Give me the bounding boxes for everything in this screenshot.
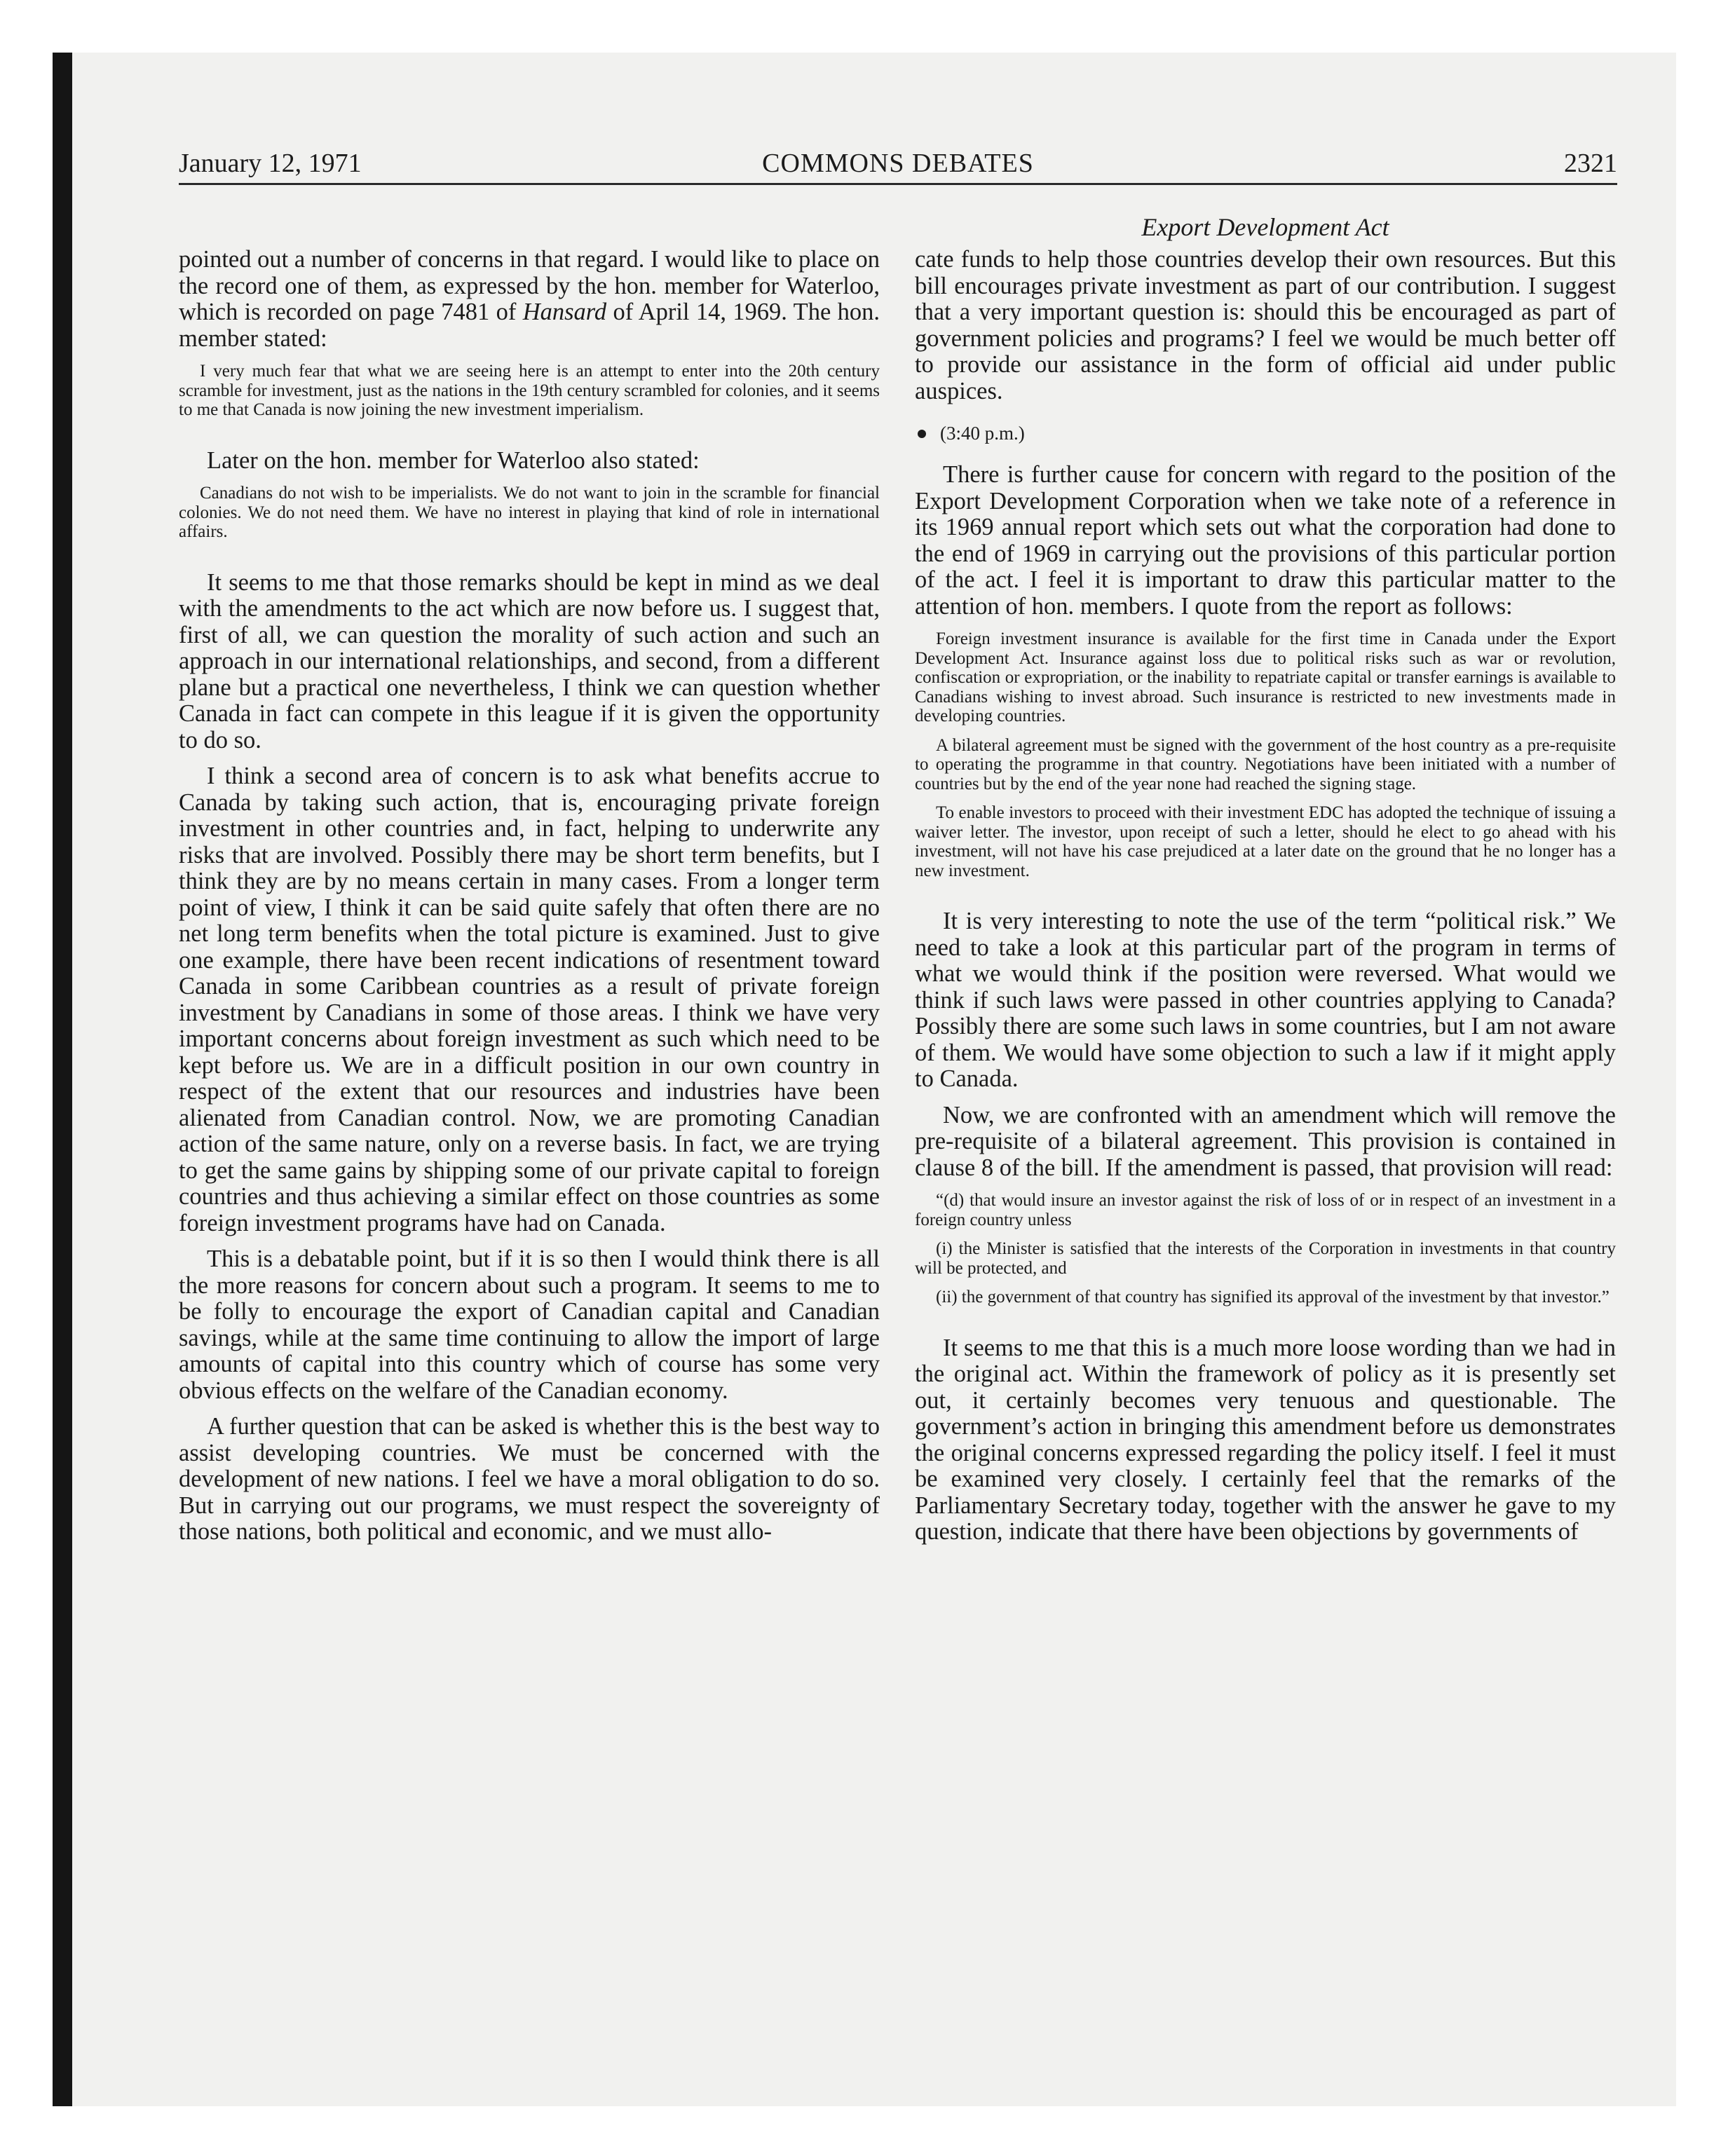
paragraph: A further question that can be asked is whether this is the best way to assist developing countries. We must be concerned with the development of new nations. I feel we have a moral obligation to do so. But in carrying out our programs, we must respect the sovereignty of those nations, both political and economic, and we must allo- [179,1413,880,1545]
paragraph: I think a second area of concern is to ask what benefits accrue to Canada by taking such action, that is, encouraging private foreign investment in other countries and, in fact, helping to underwrite any risks that are involved. Possibly there may be short term benefits, but I think they are by no means certain in many cases. From a longer term point of view, I think it can be said quite safely that often there are no net long term benefits when the total picture is examined. Just to give one example, there have been recent indications of resentment toward Canada in some Caribbean countries as a result of private foreign investment by Canadians in some of those areas. I think we have very important concerns about foreign investment as such which need to be kept before us. We are in a difficult position in our own country in respect of the extent that our resources and industries have been alienated from Canadian control. Now, we are promoting Canadian action of the same nature, only on a reverse basis. In fact, we are trying to get the same gains by shipping some of our private capital to foreign countries and thus achieving a similar effect on those countries as some foreign investment programs have had on Canada. [179,763,880,1236]
block-quote: Canadians do not wish to be imperialists. We do not want to join in the scramble for financial colonies. We do not need them. We have no interest in playing that kind of role in international affairs. [179,484,880,541]
timestamp-text: (3:40 p.m.) [940,423,1025,444]
right-column [915,210,1616,1546]
paragraph: It seems to me that this is a much more loose wording than we had in the original act. Within the framework of policy as it is presently set out, it certainly becomes very tenuous and questionable. The government’s action in bringing this amendment before us demonstrates the original concerns expressed regarding the policy itself. I feel it must be examined very closely. I certainly feel that the remarks of the Parliamentary Secretary today, together with the answer he gave to my question, indicate that there have been objections by governments of [915,1334,1616,1545]
block-quote: I very much fear that what we are seeing here is an attempt to enter into the 20th century scramble for investment, just as the nations in the 19th century scrambled for colonies, and it seems to me that Canada is now joining the new investment imperialism. [179,362,880,419]
paragraph: It is very interesting to note the use of the term “political risk.” We need to take a look at this particular part of the program in terms of what we would think if the position were reversed. What would we think if such laws were passed in other countries applying to Canada? Possibly there are some such laws in some countries, but I am not aware of them. We would have some objection to such a law if it might apply to Canada. [915,908,1616,1092]
block-quote: (i) the Minister is satisfied that the interests of the Corporation in investments in that country will be protected, and [915,1239,1616,1278]
bullet-icon [918,430,926,438]
paragraph: Later on the hon. member for Waterloo also stated: [207,446,700,474]
paragraph: Now, we are confronted with an amendment which will remove the pre-requisite of a bilateral agreement. This provision is contained in clause 8 of the bill. If the amendment is passed, that provision will read: [915,1101,1616,1181]
paragraph: pointed out a number of concerns in that regard. I would like to place on the record one of them, as expressed by the hon. member for Waterloo, which is recorded on page 7481 of Hansard of April 14, 1969. The hon. member stated: [179,246,880,352]
paragraph: This is a debatable point, but if it is so then I would think there is all the more reasons for concern about such a program. It seems to me to be folly to encourage the export of Canadian capital and Canadian savings, while at the same time continuing to allow the import of large amounts of capital into this country which of course has some very obvious effects on the welfare of the Canadian economy. [179,1246,880,1404]
header-page-number: 2321 [1564,149,1617,178]
header-title: COMMONS DEBATES [762,149,1034,178]
running-head: Export Development Act [1141,213,1389,241]
left-column [179,247,880,1546]
block-quote: (ii) the government of that country has signified its approval of the investment by that investor.” [936,1288,1610,1306]
paragraph: cate funds to help those countries develop their own resources. But this bill encourages private investment as part of our contribution. I suggest that a very important question is: should this be encouraged as part of government policies and programs? I feel we would be much better off to provide our assistance in the form of official aid under public auspices. [915,246,1616,404]
block-quote: A bilateral agreement must be signed with the government of the host country as a pre-requisite to operating the programme in that country. Negotiations have been initiated with a number of countries but by the end of the year none had reached the signing stage. [915,735,1616,793]
block-quote: To enable investors to proceed with their investment EDC has adopted the technique of issuing a waiver letter. The investor, upon receipt of such a letter, should he elect to go ahead with his investment, will not have his case prejudiced at a later date on the ground that he no longer has a new investment. [915,803,1616,880]
italic-citation: Hansard [522,299,607,325]
block-quote: Foreign investment insurance is available for the first time in Canada under the Export Development Act. Insurance against loss due to political risks such as war or revolution, confiscation or expropriation, or the inability to repatriate capital or transfer earnings is available to Canadians wishing to invest abroad. Such insurance is restricted to new investments made in developing countries. [915,629,1616,725]
timestamp [915,421,1616,445]
header-date: January 12, 1971 [179,149,362,178]
paragraph: There is further cause for concern with regard to the position of the Export Development Corporation when we take note of a reference in its 1969 annual report which sets out what the corporation had done to the end of 1969 in carrying out the provisions of this particular portion of the act. I feel it is important to draw this particular matter to the attention of hon. members. I quote from the report as follows: [915,461,1616,620]
paragraph: It seems to me that those remarks should be kept in mind as we deal with the amendments to the act which are now before us. I suggest that, first of all, we can question the morality of such action and such an approach in our international relationships, and second, from a different plane but a practical one nevertheless, I think we can question whether Canada in fact can compete in this league if it is given the opportunity to do so. [179,568,880,753]
page-header [179,146,1617,185]
block-quote: “(d) that would insure an investor against the risk of loss of or in respect of an investment in a foreign country unless [915,1191,1616,1229]
